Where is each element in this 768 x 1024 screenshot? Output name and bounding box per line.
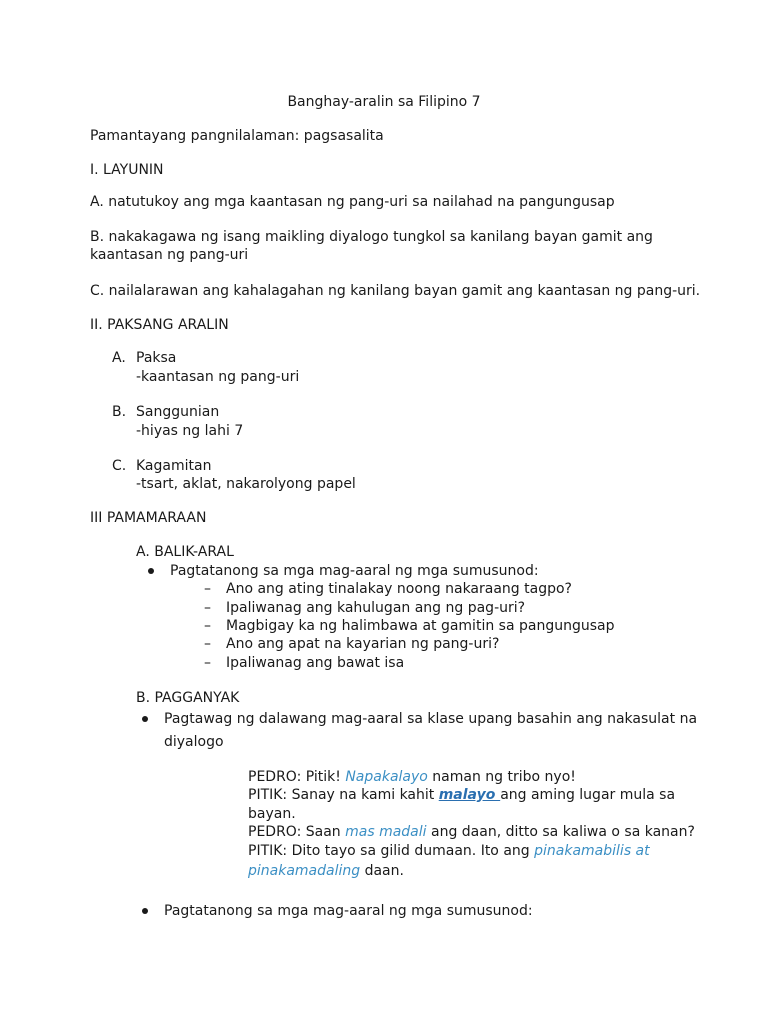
dash-marker: – [204, 581, 211, 597]
dialog-text: ang aming lugar mula sa [500, 787, 676, 803]
list-item-detail: -hiyas ng lahi 7 [136, 423, 244, 439]
dialog-text: PEDRO: Pitik! [248, 769, 346, 785]
dialog-highlight: pinakamadaling [248, 863, 361, 879]
balik-aral-bullet: Pagtatanong sa mga mag-aaral ng mga sumusunod: [170, 563, 539, 579]
dialog-line [248, 862, 404, 880]
dialog-line [248, 768, 576, 786]
dash-item: Magbigay ka ng halimbawa at gamitin sa pangungusap [226, 618, 615, 634]
list-item-detail: -tsart, aklat, nakarolyong papel [136, 476, 356, 492]
dialog-highlight: pinakamabilis at [534, 843, 650, 859]
list-item-label: Kagamitan [136, 458, 212, 474]
dash-item: Ano ang ating tinalakay noong nakaraang tagpo? [226, 581, 572, 597]
dialog-line [248, 786, 675, 804]
list-item-label: Sanggunian [136, 404, 220, 420]
list-letter: A. [112, 350, 126, 366]
dialog-highlight: malayo [438, 787, 501, 803]
dialog-text: PEDRO: Saan [248, 824, 346, 840]
bullet-dot-icon [142, 908, 148, 914]
dialog-text: naman ng tribo nyo! [427, 769, 576, 785]
list-letter: C. [112, 458, 127, 474]
dialog-text: PITIK: Dito tayo sa gilid dumaan. Ito ang [248, 843, 535, 859]
dash-item: Ipaliwanag ang kahulugan ang ng pag-uri? [226, 600, 526, 616]
dialog-line [248, 823, 695, 841]
pagganyak-bullet-2: Pagtatanong sa mga mag-aaral ng mga sumusunod: [164, 903, 533, 919]
dash-marker: – [204, 655, 211, 671]
section-heading-paksang-aralin: II. PAKSANG ARALIN [90, 317, 229, 333]
bullet-dot-icon [148, 568, 154, 574]
objective-c: C. nailalarawan ang kahalagahan ng kanilang bayan gamit ang kaantasan ng pang-uri. [90, 283, 701, 299]
dash-item: Ano ang apat na kayarian ng pang-uri? [226, 636, 500, 652]
pagganyak-bullet-line2: diyalogo [164, 734, 224, 750]
content-standard: Pamantayang pangnilalaman: pagsasalita [90, 128, 384, 144]
subheading-balik-aral: A. BALIK-ARAL [136, 544, 234, 560]
list-item-detail: -kaantasan ng pang-uri [136, 369, 300, 385]
section-heading-pamamaraan: III PAMAMARAAN [90, 510, 207, 526]
dialog-text: ang daan, ditto sa kaliwa o sa kanan? [426, 824, 695, 840]
objective-b-line1: B. nakakagawa ng isang maikling diyalogo tungkol sa kanilang bayan gamit ang [90, 229, 653, 245]
dash-marker: – [204, 636, 211, 652]
dialog-text: PITIK: Sanay na kami kahit [248, 787, 439, 803]
objective-a: A. natutukoy ang mga kaantasan ng pang-uri sa nailahad na pangungusap [90, 194, 615, 210]
list-item-label: Paksa [136, 350, 177, 366]
list-letter: B. [112, 404, 127, 420]
objective-b-line2: kaantasan ng pang-uri [90, 247, 249, 263]
subheading-pagganyak: B. PAGGANYAK [136, 690, 240, 706]
pagganyak-bullet-line1: Pagtawag ng dalawang mag-aaral sa klase upang basahin ang nakasulat na [164, 711, 698, 727]
dialog-text: daan. [360, 863, 404, 879]
dash-marker: – [204, 618, 211, 634]
dialog-line: bayan. [248, 806, 296, 822]
section-heading-layunin: I. LAYUNIN [90, 162, 164, 178]
bullet-dot-icon [142, 716, 148, 722]
document-title: Banghay-aralin sa Filipino 7 [287, 94, 481, 110]
dash-marker: – [204, 600, 211, 616]
dialog-highlight: Napakalayo [345, 769, 428, 785]
dialog-highlight: mas madali [345, 824, 427, 840]
dialog-line [248, 842, 650, 860]
dash-item: Ipaliwanag ang bawat isa [226, 655, 405, 671]
